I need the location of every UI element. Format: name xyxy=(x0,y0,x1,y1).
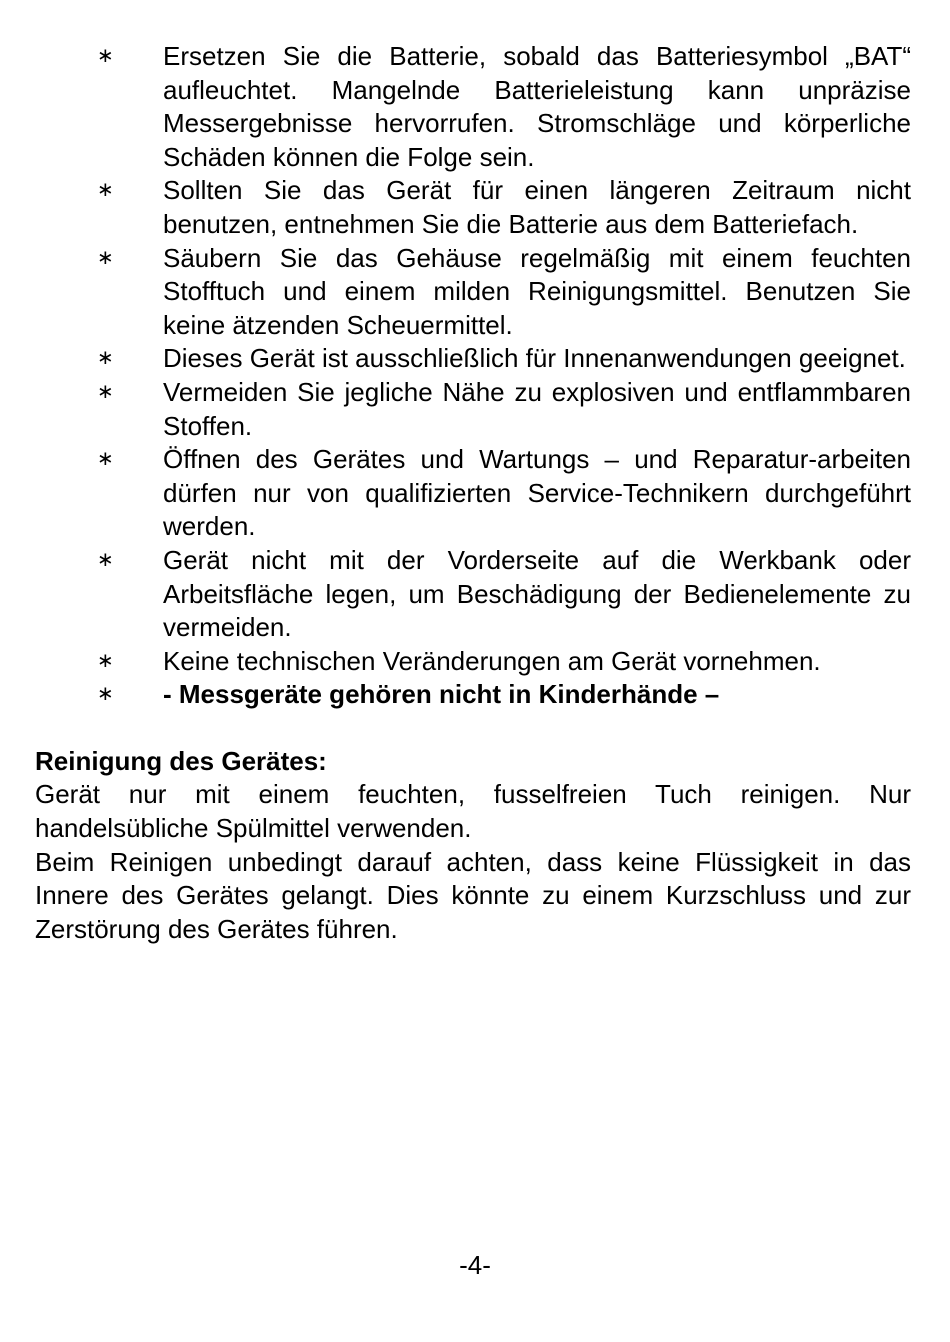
bullet-text: Vermeiden Sie jegliche Nähe zu explosiven und entflammbaren Stoffen. xyxy=(163,376,911,441)
bullet-text: Öffnen des Gerätes und Wartungs – und Reparatur-arbeiten dürfen nur von qualifizierten Service-Technikern durchgeführt werden. xyxy=(163,444,911,542)
cleaning-paragraph: Beim Reinigen unbedingt darauf achten, dass keine Flüssigkeit in das Innere des Gerätes gelangt. Dies könnte zu einem Kurzschluss und zur Zerstörung des Gerätes führen. xyxy=(35,846,911,944)
asterisk-bullet-icon: ∗ xyxy=(97,683,114,706)
asterisk-bullet-icon: ∗ xyxy=(97,649,114,672)
asterisk-bullet-icon: ∗ xyxy=(97,347,114,370)
safety-bullet-list xyxy=(35,40,911,712)
bullet-item xyxy=(35,242,911,343)
asterisk-bullet-icon: ∗ xyxy=(97,179,114,202)
bullet-text: Ersetzen Sie die Batterie, sobald das Batteriesymbol „BAT“ aufleuchtet. Mangelnde Batterieleistung kann unpräzise Messergebnisse hervorrufen. Stromschläge und körperliche Schäden können die Folge sein. xyxy=(163,41,911,172)
document-page xyxy=(35,40,911,946)
bullet-item xyxy=(35,645,911,679)
bullet-text: Sollten Sie das Gerät für einen längeren Zeitraum nicht benutzen, entnehmen Sie die Batterie aus dem Batteriefach. xyxy=(163,175,911,239)
bullet-text: Gerät nicht mit der Vorderseite auf die Werkbank oder Arbeitsfläche legen, um Beschädigung der Bedienelemente zu vermeiden. xyxy=(163,544,911,643)
asterisk-bullet-icon: ∗ xyxy=(97,246,114,269)
asterisk-bullet-icon: ∗ xyxy=(97,380,114,403)
cleaning-paragraph: Gerät nur mit einem feuchten, fusselfreien Tuch reinigen. Nur handelsübliche Spülmittel verwenden. xyxy=(35,779,911,844)
asterisk-bullet-icon: ∗ xyxy=(97,448,114,471)
section-heading: Reinigung des Gerätes: xyxy=(35,745,327,776)
bullet-item xyxy=(35,376,911,443)
bullet-item xyxy=(35,174,911,241)
bullet-text: Dieses Gerät ist ausschließlich für Innenanwendungen geeignet. xyxy=(163,343,906,374)
cleaning-section xyxy=(35,745,911,947)
asterisk-bullet-icon: ∗ xyxy=(97,548,114,571)
asterisk-bullet-icon: ∗ xyxy=(97,45,114,67)
bullet-item-warning xyxy=(35,678,911,712)
children-warning-text: - Messgeräte gehören nicht in Kinderhände – xyxy=(163,679,720,710)
page-number: -4- xyxy=(459,1250,491,1280)
bullet-text: Säubern Sie das Gehäuse regelmäßig mit einem feuchten Stofftuch und einem milden Reinigungsmittel. Benutzen Sie keine ätzenden Scheuermittel. xyxy=(163,242,911,340)
bullet-text: Keine technischen Veränderungen am Gerät vornehmen. xyxy=(163,645,821,676)
bullet-item xyxy=(35,40,911,174)
bullet-item xyxy=(35,443,911,544)
bullet-item xyxy=(35,544,911,645)
bullet-item xyxy=(35,342,911,376)
